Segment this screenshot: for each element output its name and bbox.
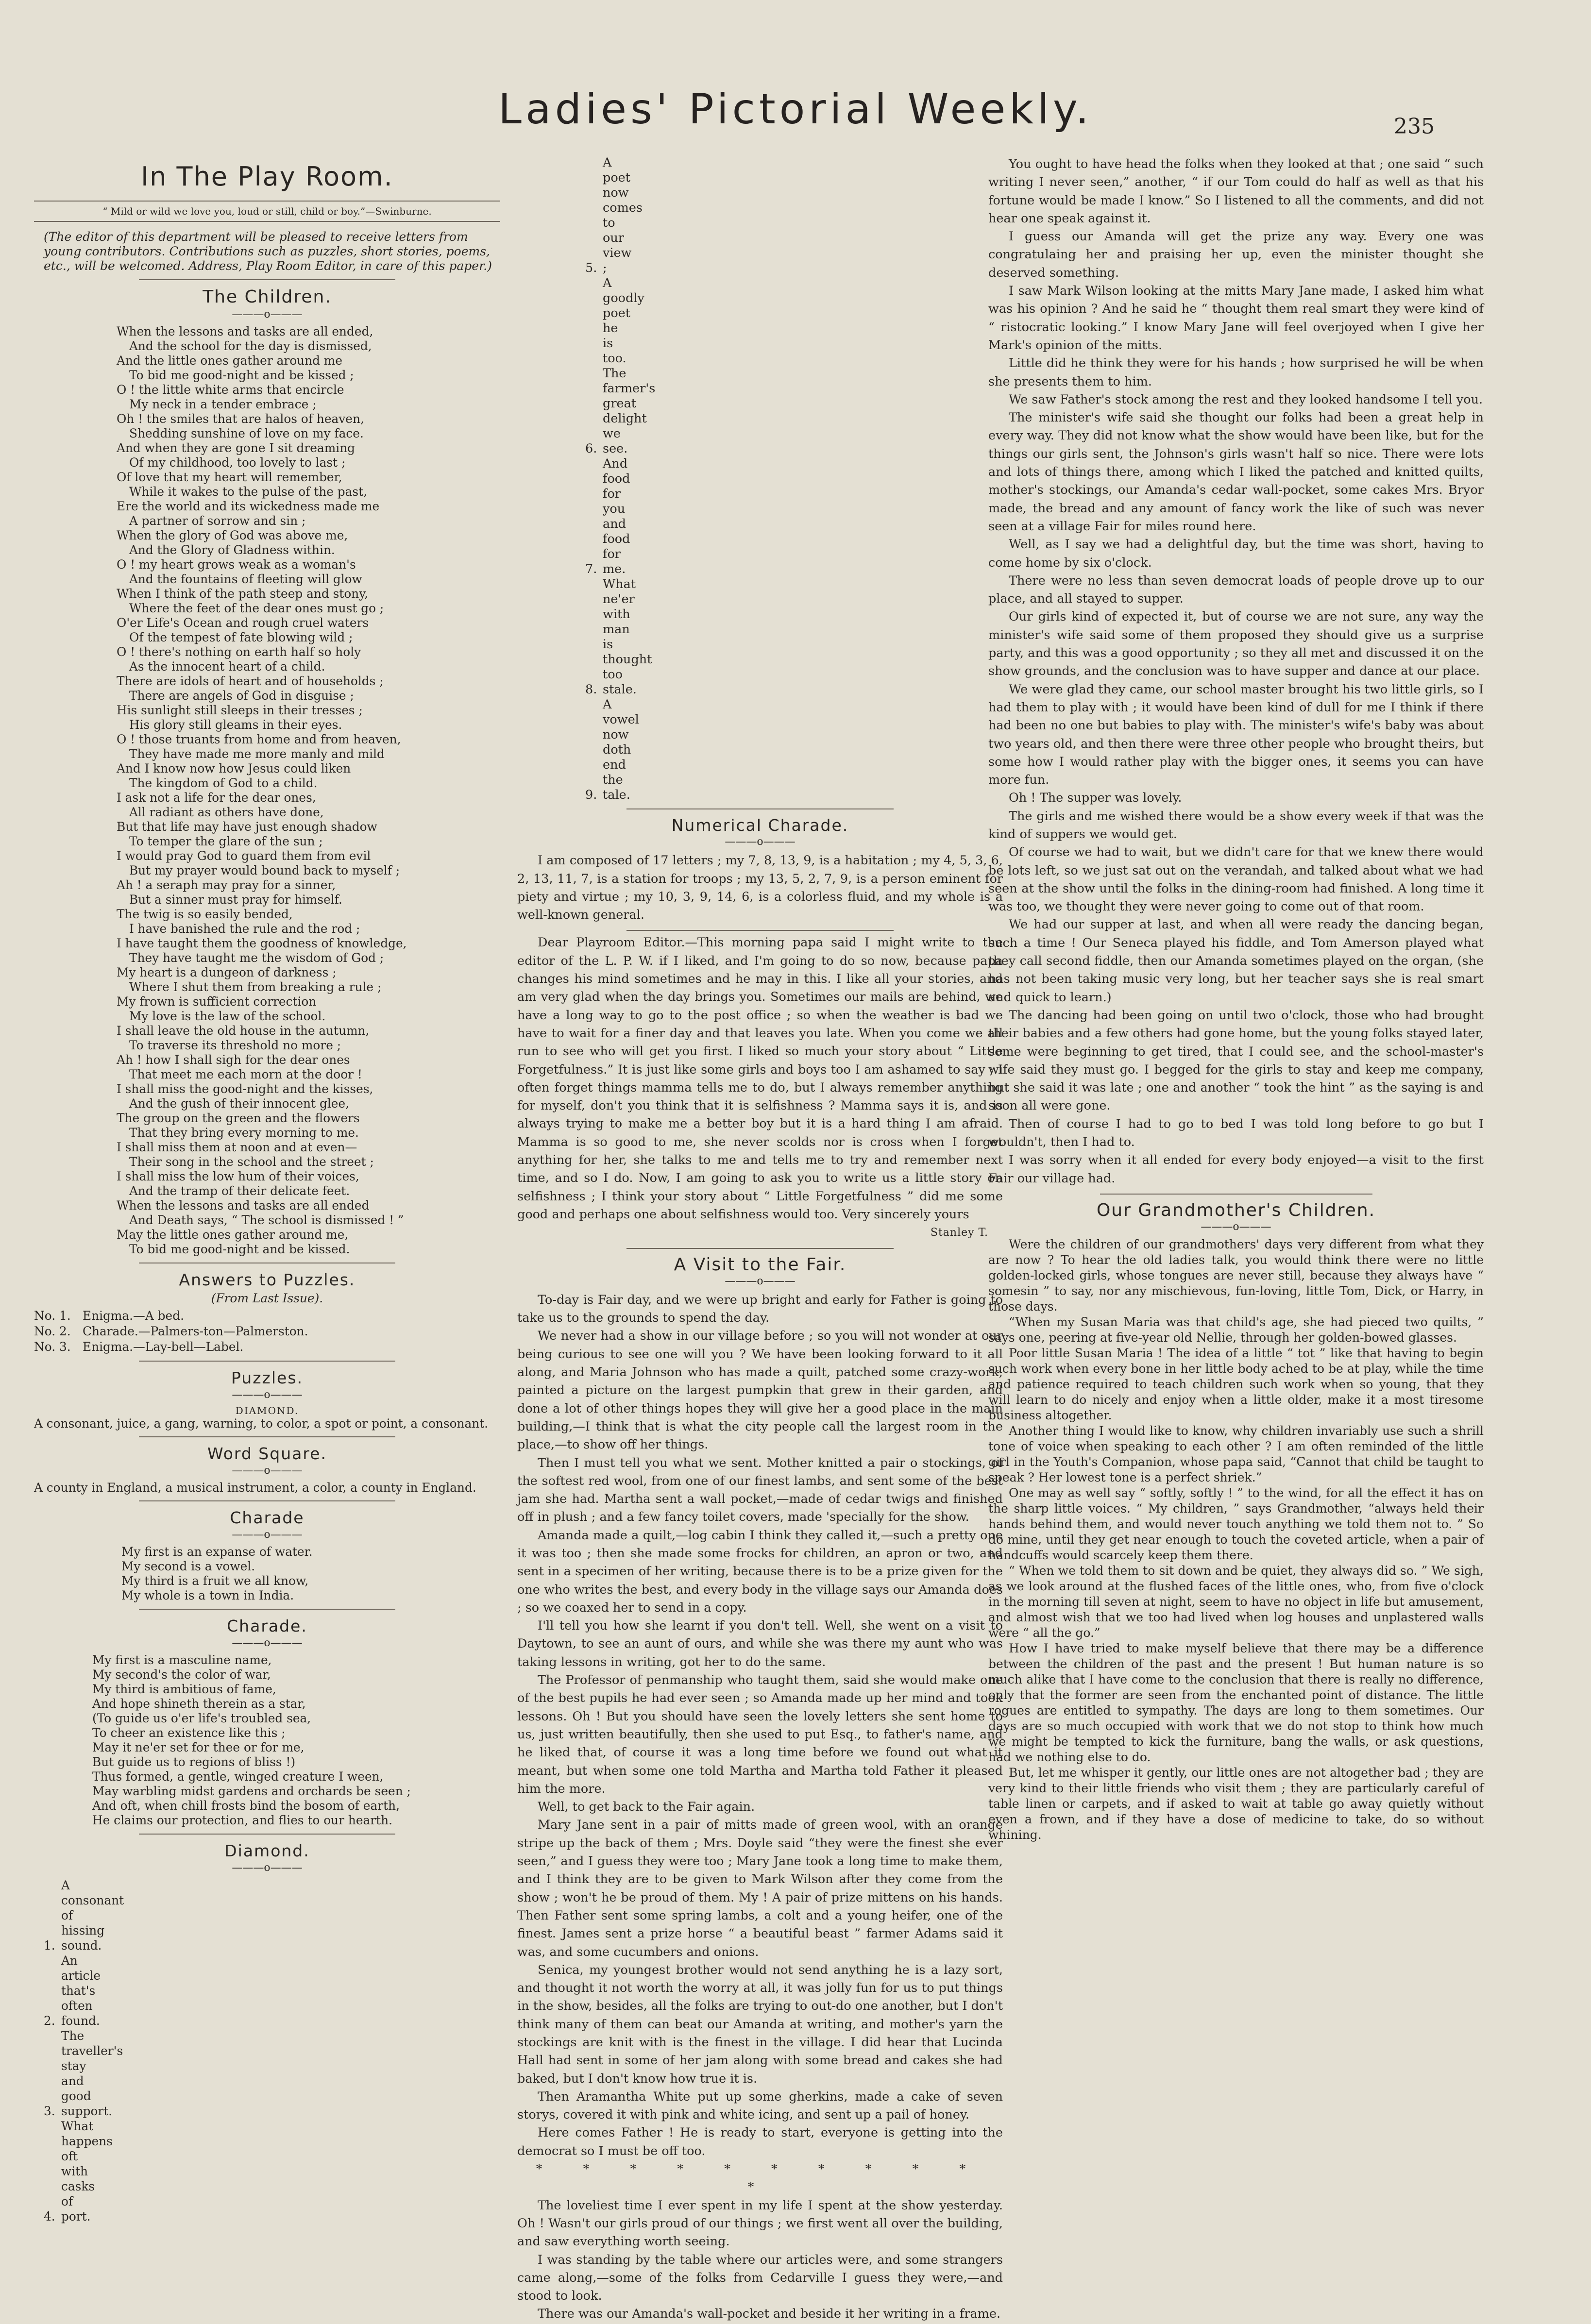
charade-line: My whole is a town in India. — [121, 1588, 294, 1602]
poem-line: O ! those truants from home and from heaven, — [117, 732, 401, 746]
poem-line: When I think of the path steep and stony, — [117, 587, 368, 601]
poem-line: His sunlight still sleeps in their tresses ; — [117, 703, 363, 717]
visit-paragraph: Amanda made a quilt,—log cabin I think they called it,—such a pretty one it was too ; then she made some frocks for children, an apron or two, and sent in a specimen of her writing, because there is to be a prize given for the one who writes the best, and every body in the village says our Amanda does ; so we coaxed her to send in a copy. — [517, 1528, 1003, 1615]
item-text: What ne'er with man is thought too stale. — [603, 577, 652, 697]
divider — [139, 1834, 395, 1835]
item-text: A consonant of hissing sound. — [61, 1878, 124, 1953]
poem-line: My heart is a dungeon of darkness ; — [117, 965, 337, 979]
ornament: ———o——— — [232, 1637, 303, 1649]
poem-line: And when they are gone I sit dreaming — [117, 441, 355, 455]
charade-line: My third is a fruit we all know, — [121, 1574, 309, 1588]
divider — [139, 1361, 395, 1362]
poem-line: And the little ones gather around me — [117, 354, 343, 368]
grandmother-paragraph: Poor little Susan Maria ! The idea of a little “ tot ” like that having to begin such work when every bone in her little body ached to be at play, while the time and patience required to teach children such work when so young, that they will learn to do nicely and enjoy when a little older, make it a most tiresome business altogether. — [988, 1346, 1484, 1423]
diamond-line — [44, 1953, 500, 2028]
poem-line: I have taught them the goodness of knowledge, — [117, 936, 407, 950]
charade-line: Thus formed, a gentle, winged creature I ween, — [92, 1769, 384, 1784]
answer-item — [34, 1308, 500, 1324]
poem-line: Ah ! a seraph may pray for a sinner, — [117, 878, 336, 892]
poem-line: When the glory of God was above me, — [117, 528, 348, 542]
ornament: ———o——— — [232, 308, 303, 320]
poem-line: My love is the law of the school. — [129, 1009, 326, 1023]
visit-paragraph: Then Aramantha White put up some gherkins, made a cake of seven storys, covered it with pink and white icing, and sent up a pail of honey. — [517, 2089, 1003, 2122]
editor-note: (The editor of this department will be pleased to receive letters from young contributors. Contributions such as puzzles, short stories, poems, etc., will be welcomed. Address, Play Room Editor, in care of this paper.) — [44, 230, 492, 273]
item-number: 9. — [585, 788, 597, 802]
diamond-puzzle-text: A consonant, juice, a gang, warning, to color, a spot or point, a consonant. — [34, 1416, 489, 1431]
ornament: ———o——— — [725, 836, 796, 848]
poem-line: But my prayer would bound back to myself ; — [129, 863, 400, 877]
item-number: 2. — [44, 2014, 55, 2028]
charade-title: Charade — [230, 1508, 305, 1527]
item-number: 4. — [44, 2209, 55, 2223]
masthead: Ladies' Pictorial Weekly. — [498, 85, 1093, 134]
divider — [626, 930, 894, 931]
charade-line: And oft, when chill frosts bind the bosom of earth, — [92, 1799, 400, 1813]
visit-paragraph: We were glad they came, our school master brought his two little girls, so I had them to play with ; it would have been kind of dull for me I think if there had been no one but babies to play with. The minister's wife's baby was about two years old, and then there were three other people who brought theirs, but some how I would rather play with the bigger ones, it seems you can have more fun. — [988, 682, 1484, 788]
answer-text: Charade.—Palmers-ton—Palmerston. — [83, 1324, 308, 1338]
charade-line: My third is ambitious of fame, — [92, 1682, 276, 1696]
poem-line: Shedding sunshine of love on my face. — [129, 426, 364, 440]
grandmother-paragraph: How I have tried to make myself believe that there may be a difference between the children of the past and the present ! But human nature is so much alike that I have come to the conclusion that there is really no difference, only that the former are seen from the enchanted point of distance. The little rogues are entitled to sympathy. The days are long to them sometimes. Our days are so much occupied with work that we do not stop to think how much we might be tempted to kick the furniture, bang the walls, or ask questions, had we nothing else to do. — [988, 1641, 1484, 1765]
visit-paragraph: Oh ! The supper was lovely. — [1009, 791, 1182, 806]
grandmother-article — [988, 1237, 1484, 1843]
ornament: ———o——— — [232, 1862, 303, 1874]
diamond-line — [585, 155, 1003, 276]
poem-line: Of my childhood, too lovely to last ; — [129, 455, 346, 470]
numerical-charade-title: Numerical Charade. — [671, 816, 849, 835]
play-room-title: In The Play Room. — [141, 161, 393, 192]
poem-line: O ! there's nothing on earth half so holy — [117, 645, 361, 659]
visit-paragraph: The Professor of penmanship who taught them, said she would make one of the best pupils he had ever seen ; so Amanda made up her mind and took lessons. Oh ! But you should have seen the lovely letters she sent home to us, just written beautifully, then she used to put Esq., to father's name, and he liked that, of course it was a long time before we found out what it meant, but when some one told Martha and Martha told Father it pleased him the more. — [517, 1673, 1003, 1796]
poem-line: Where I shut them from breaking a rule ; — [129, 980, 382, 994]
charade-line: But guide us to regions of bliss !) — [92, 1755, 296, 1769]
numerical-charade-text: I am composed of 17 letters ; my 7, 8, 13, 9, is a habitation ; my 4, 5, 3, 6, 2, 13, 11, 7, is a station for troops ; my 13, 5, 2, 7, 9, is a person eminent for piety and virtue ; my 10, 3, 9, 14, 6, is a colorless fluid, and my whole is a well-known general. — [517, 853, 1003, 923]
poem-line: I ask not a life for the dear ones, — [117, 791, 316, 805]
poem-line: As the innocent heart of a child. — [129, 659, 325, 674]
column-2 — [517, 155, 1003, 2322]
charade-line: My first is a masculine name, — [92, 1653, 272, 1667]
visit-story-part-2 — [988, 155, 1484, 1188]
poem-line: O ! my heart grows weak as a woman's — [117, 557, 356, 572]
charade-line: He claims our protection, and flies to our hearth. — [92, 1813, 392, 1827]
diamond-line — [585, 577, 1003, 697]
visit-paragraph: The dancing had been going on until two o'clock, those who had brought their babies and a few others had gone home, but the young folks stayed later, some were beginning to get tired, that I could see, and the school-master's wife said they must go. I begged for the girls to stay and keep me company, but she said it was late ; one and another “ took the hint ” as the saying is and soon all were gone. — [988, 1008, 1484, 1113]
poem-line: Ah ! how I shall sigh for the dear ones — [117, 1053, 350, 1067]
diamond-title: Diamond. — [224, 1841, 310, 1860]
visit-paragraph: Well, as I say we had a delightful day, but the time was short, having to come home by six o'clock. — [988, 537, 1484, 570]
visit-paragraph: Then I must tell you what we sent. Mother knitted a pair o stockings, of the softest red wool, from one of our finest lambs, and sent some of the best jam she had. Martha sent a wall pocket,—made of cedar twigs and finished off in plush ; and a few fancy toilet covers, made 'specially for the show. — [517, 1455, 1003, 1525]
item-text: And food for you and food for me. — [603, 456, 630, 576]
item-number: 7. — [585, 562, 597, 576]
answers-title: Answers to Puzzles. — [179, 1270, 355, 1289]
answer-number: No. 1. — [34, 1309, 71, 1323]
poem-line: That meet me each morn at the door ! — [129, 1067, 362, 1081]
item-number: 8. — [585, 682, 597, 697]
answers-subtitle: (From Last Issue). — [211, 1291, 323, 1305]
poem-line: Oh ! the smiles that are halos of heaven, — [117, 412, 364, 426]
section-break-stars: * * * * * * * * * * * — [536, 2162, 984, 2195]
poem-line: That they bring every morning to me. — [129, 1126, 359, 1140]
poem-line: I have banished the rule and the rod ; — [129, 922, 360, 936]
visit-paragraph: I saw Mark Wilson looking at the mitts Mary Jane made, I asked him what was his opinion ? And he said he “ thought them real smart they were kind of “ ristocratic looking.” I know Mary Jane will feel overjoyed when I give her Mark's opinion of the mitts. — [988, 284, 1484, 353]
visit-paragraph: To-day is Fair day, and we were up bright and early for Father is going to take us to the grounds to spend the day. — [517, 1292, 1003, 1326]
column-1 — [34, 155, 500, 2307]
letter-text: Dear Playroom Editor.—This morning papa said I might write to the editor of the L. P. W. if I liked, and I'm going to do so now, because papa changes his mind sometimes and he may in this. I like all your stories, and am very glad when the day brings you. Sometimes our mails are behind, we have a long way to go to the post office ; so when the weather is bad we have to wait for a finer day and that leaves you late. When you come we all run to see who will get you first. I liked so much your story about “ Little Forgetfulness.” It is just like some girls and boys too I am ashamed to say ; I often forget things mamma tells me to do, but I always remember anything for myself, don't you think that it is selfishness ? Mamma says it is, and is always trying to make me a better boy but it is a hard thing I am afraid. Mamma is so good to me, she never scolds nor is cross when I forget anything for her, she talks to me and tells me to try and remember next time, and so I do. Now, I am going to ask you to write us a little story on selfishness ; I think your story about “ Little Forgetfulness ” did me some good and perhaps one about selfishness would too. Very sincerely yours — [517, 935, 1003, 1222]
poem-line: His glory still gleams in their eyes. — [129, 718, 342, 732]
visit-paragraph: Then of course I had to go to bed I was told long before to go but I wouldn't, then I had to. — [988, 1116, 1484, 1150]
visit-paragraph: Little did he think they were for his hands ; how surprised he will be when she presents them to him. — [988, 356, 1484, 389]
visit-paragraph: I was sorry when it all ended for every body enjoyed—a visit to the first Fair our village had. — [988, 1153, 1484, 1186]
divider — [139, 279, 395, 280]
word-square-text: A county in England, a musical instrument, a color, a county in England. — [34, 1481, 476, 1495]
poem-line: Of love that my heart will remember, — [117, 470, 342, 484]
poem-line: I would pray God to guard them from evil — [117, 849, 371, 863]
letter-signature: Stanley T. — [930, 1227, 988, 1239]
visit-paragraph: I was standing by the table where our articles were, and some strangers came along,—some of the folks from Cedarville I guess they were,—and stood to look. — [517, 2252, 1003, 2304]
visit-paragraph: There was our Amanda's wall-pocket and beside it her writing in a frame. — [538, 2307, 1001, 2322]
poem-line: The group on the green and the flowers — [117, 1111, 360, 1125]
epigraph: “ Mild or wild we love you, loud or still, child or boy.”—Swinburne. — [34, 201, 500, 222]
item-text: A goodly poet he is too. — [603, 276, 644, 366]
visit-paragraph: We never had a show in our village before ; so you will not wonder at our being curious to see one will you ? We have been looking forward to it all along, and Maria Johnson who has made a quilt, patched some crazy-work, painted a picture on the largest pumpkin that grew in their garden, and done a lot of other things hopes they will give her a good place in the main building,—I think that is what the city people call the largest room in the place,—to show off her things. — [517, 1329, 1003, 1452]
grandmother-paragraph: “When my Susan Maria was that child's age, she had pieced two quilts, ” says one, peering at five-year old Nellie, through her golden-bowed glasses. — [988, 1315, 1484, 1345]
visit-paragraph: Of course we had to wait, but we didn't care for that we knew there would be lots left, so we just sat out on the verandah, and talked about what we had seen at the show until the folks in the dining-room had finished. A long time it was too, we thought they were never going to come out of that room. — [988, 845, 1484, 914]
item-number: 5. — [585, 261, 597, 275]
poem-line: A partner of sorrow and sin ; — [129, 514, 306, 528]
visit-paragraph: Here comes Father ! He is ready to start, everyone is getting into the democrat so I must be off too. — [517, 2125, 1003, 2158]
charade-2-poem — [92, 1653, 500, 1828]
item-text: The traveller's stay and good support. — [61, 2029, 123, 2118]
divider — [139, 1609, 395, 1610]
answer-text: Enigma.—Lay-bell—Label. — [83, 1340, 244, 1354]
charade-line: To cheer an existence like this ; — [92, 1726, 286, 1740]
grandmother-paragraph: Another thing I would like to know, why children invariably use such a shrill tone of voice when speaking to each other ? I am often reminded of the little girl in the Youth's Companion, whose papa said, “Cannot that child be taught to speak ? Her lowest tone is a perfect shriek.” — [988, 1424, 1484, 1485]
poem-line: I shall leave the old house in the autumn, — [117, 1024, 370, 1038]
poem-line: O'er Life's Ocean and rough cruel waters — [117, 616, 369, 630]
diamond-line — [44, 1878, 500, 1953]
diamond-list-continued — [585, 155, 1003, 803]
charade-line: May warbling midst gardens and orchards be seen ; — [92, 1784, 411, 1798]
divider — [626, 808, 894, 809]
item-text: A vowel now doth end the tale. — [603, 697, 639, 802]
poem-line: The kingdom of God to a child. — [129, 776, 318, 790]
poem-line: When the lessons and tasks are all ended, — [117, 324, 373, 338]
poem-line: To bid me good-night and be kissed ; — [129, 368, 354, 382]
diamond-line — [585, 276, 1003, 366]
poem-line: Ere the world and its wickedness made me — [117, 499, 380, 513]
divider — [1100, 1194, 1372, 1195]
diamond-line — [585, 697, 1003, 803]
poem-line: My neck in a tender embrace ; — [129, 397, 317, 411]
charade-line: And hope shineth therein as a star, — [92, 1697, 306, 1711]
poem-line: I shall miss the low hum of their voices, — [117, 1169, 359, 1183]
poem-line: But a sinner must pray for himself. — [129, 893, 342, 907]
charade-2-title: Charade. — [227, 1617, 307, 1635]
poem-line: They have taught me the wisdom of God ; — [129, 951, 384, 965]
visit-paragraph: The girls and me wished there would be a show every week if that was the kind of suppers we would get. — [988, 808, 1484, 842]
poem-line: And Death says, “ The school is dismissed ! ” — [129, 1213, 404, 1227]
poem-line: May the little ones gather around me, — [117, 1228, 349, 1242]
poem-line: To temper the glare of the sun ; — [129, 834, 323, 848]
poem-line: Their song in the school and the street ; — [129, 1155, 374, 1169]
item-text: An article that's often found. — [61, 1954, 101, 2028]
divider — [626, 1248, 894, 1249]
visit-story-part-1 — [517, 1291, 1003, 2324]
poem-line: There are angels of God in disguise ; — [129, 689, 354, 703]
answer-number: No. 2. — [34, 1324, 71, 1338]
item-number: 1. — [44, 1938, 55, 1953]
puzzles-title: Puzzles. — [231, 1368, 304, 1387]
children-poem — [117, 324, 500, 1257]
poem-line: And I know now how Jesus could liken — [117, 761, 351, 775]
answer-number: No. 3. — [34, 1340, 71, 1354]
answer-item — [34, 1324, 500, 1339]
poem-line: The twig is so easily bended, — [117, 907, 293, 921]
poem-line: I shall miss the good-night and the kisses, — [117, 1082, 373, 1096]
visit-paragraph: We saw Father's stock among the rest and they looked handsome I tell you. — [1009, 392, 1483, 407]
grandmother-paragraph: “ When we told them to sit down and be quiet, they always did so. ” We sigh, as we look around at the flushed faces of the little ones, who, from five o'clock in the morning till seven at night, seem to have no object in life but amusement, and almost wish that we too had lived when log houses and unplastered walls were “ all the go.” — [988, 1564, 1484, 1640]
ornament: ———o——— — [725, 1275, 796, 1287]
children-poem-title: The Children. — [203, 287, 332, 307]
diamond-line — [585, 366, 1003, 456]
item-text: A poet now comes to our view ; — [603, 155, 643, 275]
grandmother-paragraph: Were the children of our grandmothers' days very different from what they are now ? To hear the old ladies talk, you would think there were no little golden-locked girls, whose tongues are never still, because they always have “ somesin ” to say, nor any mischievous, fun-loving, little Tom, Dick, or Harry, in those days. — [988, 1237, 1484, 1314]
poem-line: Where the feet of the dear ones must go ; — [129, 601, 384, 615]
charade-line: May it ne'er set for thee or for me, — [92, 1740, 305, 1754]
poem-line: All radiant as others have done, — [129, 805, 324, 819]
answers-list — [34, 1308, 500, 1355]
poem-line: There are idols of heart and of households ; — [117, 674, 384, 688]
ornament: ———o——— — [232, 1465, 303, 1477]
poem-line: O ! the little white arms that encircle — [117, 383, 344, 397]
charade-poem — [121, 1545, 500, 1603]
column-3 — [988, 155, 1484, 2307]
visit-paragraph: I guess our Amanda will get the prize any way. Every one was congratulaing her and praising her up, even the minister thought she deserved something. — [988, 229, 1484, 280]
item-text: The farmer's great delight we see. — [603, 366, 656, 456]
poem-line: And the tramp of their delicate feet. — [129, 1184, 350, 1198]
poem-line: While it wakes to the pulse of the past, — [129, 485, 368, 499]
ornament: ———o——— — [1201, 1221, 1271, 1233]
visit-paragraph: Our girls kind of expected it, but of course we are not sure, any way the minister's wife said some of them proposed they should give us a surprise party, and this was a good opportunity ; so they all met and discussed it on the show grounds, and the conclusion was to have supper and dance at our place. — [988, 609, 1484, 679]
grandmother-paragraph: But, let me whisper it gently, our little ones are not altogether bad ; they are very kind to their little friends who visit them ; they are particularly careful of table linen or carpets, and if asked to wait at table go away quietly without even a frown, and if they have a dose of medicine to take, do so without whining. — [988, 1766, 1484, 1842]
poem-line: Of the tempest of fate blowing wild ; — [129, 630, 353, 644]
divider — [139, 1500, 395, 1501]
answer-item — [34, 1339, 500, 1355]
poem-line: And the school for the day is dismissed, — [129, 339, 372, 353]
ornament: ———o——— — [232, 1389, 303, 1401]
divider — [139, 1436, 395, 1437]
poem-line: To traverse its threshold no more ; — [129, 1038, 341, 1052]
visit-paragraph: There were no less than seven democrat loads of people drove up to our place, and all stayed to supper. — [988, 573, 1484, 606]
visit-paragraph: The loveliest time I ever spent in my life I spent at the show yesterday. Oh ! Wasn't our girls proud of our things ; we first went all over the building, and saw everything worth seeing. — [517, 2198, 1003, 2249]
poem-line: When the lessons and tasks are all ended — [117, 1198, 370, 1213]
grandmother-paragraph: One may as well say “ softly, softly ! ” to the wind, for all the effect it has on the sharp little voices. “ My children, ” says Grandmother, “always held their hands behind them, and would never touch anything we told them not to. ” So do mine, until they get near enough to touch the coveted article, when a pair of handcuffs would scarcely keep them there. — [988, 1486, 1484, 1563]
poem-line: And the Glory of Gladness within. — [129, 543, 335, 557]
grandmother-title: Our Grandmother's Children. — [1096, 1200, 1376, 1220]
ornament: ———o——— — [232, 1529, 303, 1541]
item-text: What happens oft with casks of port. — [61, 2119, 113, 2223]
charade-line: My first is an expanse of water. — [121, 1545, 313, 1559]
diamond-label: DIAMOND. — [235, 1405, 299, 1416]
charade-line: (To guide us o'er life's troubled sea, — [92, 1711, 311, 1725]
visit-paragraph: Senica, my youngest brother would not send anything he is a lazy sort, and thought it not worth the worry at all, it was jolly fun for us to put things in the show, besides, all the folks are trying to out-do one another, but I don't think many of them can beat our Amanda at writing, and mother's yarn the stockings are knit with is the finest in the village. I did hear that Lucinda Hall had sent in some of her jam along with some bread and cakes she had baked, but I don't know how true it is. — [517, 1962, 1003, 2086]
visit-title: A Visit to the Fair. — [674, 1254, 846, 1275]
page-number: 235 — [1394, 114, 1435, 139]
item-number: 3. — [44, 2104, 55, 2118]
diamond-line — [44, 2028, 500, 2119]
word-square-title: Word Square. — [207, 1444, 327, 1463]
visit-paragraph: We had our supper at last, and when all were ready the dancing began, such a time ! Our Seneca played his fiddle, and Tom Amerson played what they call second fiddle, then our Amanda sometimes played on the organ, (she has not been taking music very long, but her teacher says she is real smart and quick to learn.) — [988, 917, 1484, 1005]
poem-line: I shall miss them at noon and at even— — [117, 1140, 357, 1154]
visit-paragraph: You ought to have head the folks when they looked at that ; one said “ such writing I never seen,” another, “ if our Tom could do half as well as that his fortune would be made I know.” So I listened to all the comments, and did not hear one speak against it. — [988, 157, 1484, 226]
poem-line: And the fountains of fleeting will glow — [129, 572, 362, 586]
poem-line: But that life may have just enough shadow — [117, 820, 377, 834]
visit-paragraph: I'll tell you how she learnt if you don't tell. Well, she went on a visit to Daytown, to see an aunt of ours, and while she was there my aunt who was taking lessons in writing, got her to do the same. — [517, 1618, 1003, 1669]
charade-line: My second's the color of war, — [92, 1667, 271, 1682]
visit-paragraph: Mary Jane sent in a pair of mitts made of green wool, with an orange stripe up the back of them ; Mrs. Doyle said “they were the finest she ever seen,” and I guess they were too ; Mary Jane took a long time to make them, and I think they are to be given to Mark Wilson after they come from the show ; won't he be proud of them. My ! A pair of prize mittens on his hands. Then Father sent some spring lambs, a colt and a young heifer, one of the finest. James sent a prize horse “ a beautiful beast ” farmer Adams said it was, and some cucumbers and onions. — [517, 1818, 1003, 1959]
diamond-line — [585, 456, 1003, 577]
poem-line: To bid me good-night and be kissed. — [129, 1242, 350, 1256]
charade-line: My second is a vowel. — [121, 1559, 255, 1573]
diamond-list — [44, 1878, 500, 2224]
poem-line: They have made me more manly and mild — [129, 747, 385, 761]
poem-line: My frown is sufficient correction — [117, 994, 317, 1009]
answer-text: Enigma.—A bed. — [83, 1309, 184, 1323]
visit-paragraph: Well, to get back to the Fair again. — [538, 1800, 755, 1815]
item-number: 6. — [585, 441, 597, 456]
diamond-line — [44, 2119, 500, 2224]
visit-paragraph: The minister's wife said she thought our folks had been a great help in every way. They did not know what the show would have been like, but for the things our girls sent, the Johnson's girls wasn't half so nice. There were lots and lots of things there, among which I liked the patched and knitted quilts, mother's stockings, our Amanda's cedar wall-pocket, some cakes Mrs. Bryor made, the bread and any amount of fancy work the like of such was never seen at a village Fair for miles round here. — [988, 410, 1484, 534]
poem-line: And the gush of their innocent glee, — [129, 1096, 350, 1111]
